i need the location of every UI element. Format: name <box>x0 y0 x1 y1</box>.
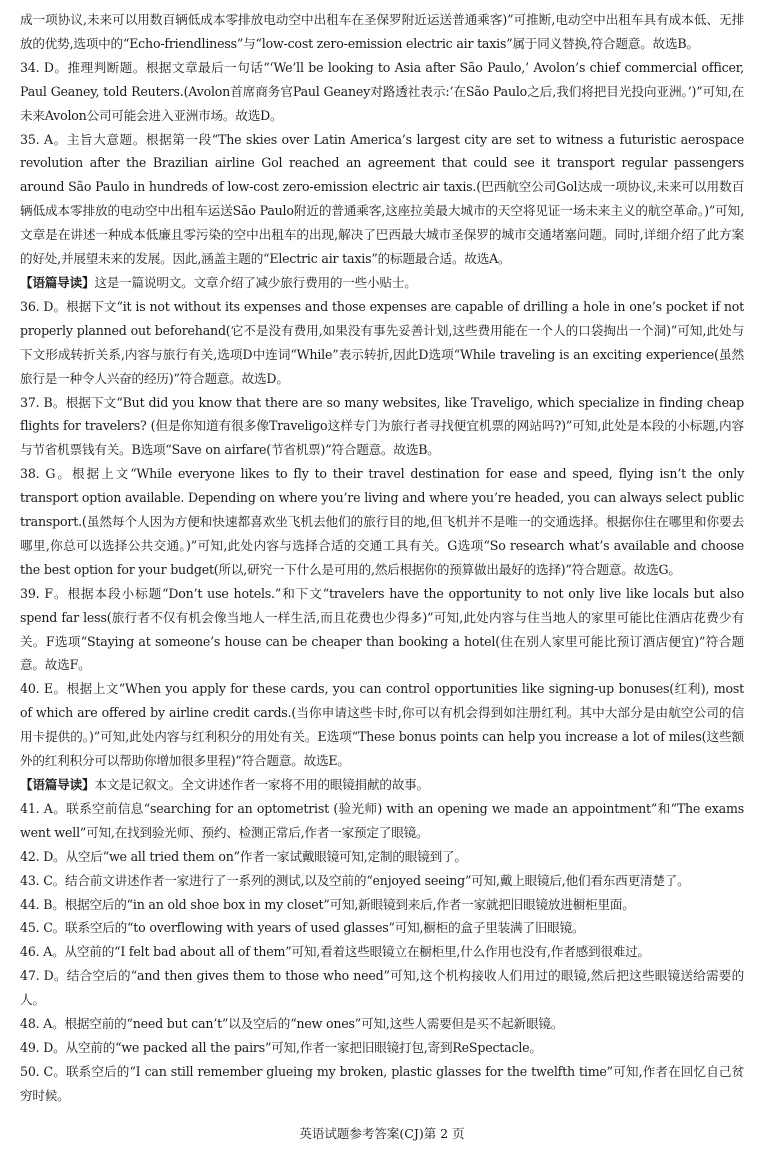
answer-item: 36. D。根据下文“it is not without its expenses and those expenses are capable of drilling a hole in one’s pocket if not properly planned out beforehand(它不是没有费用,如果没有事先妥善计划,这些费用能在一个人的口袋掏出一个洞)”可知,此处与下文形成转折关系,内容与旅行有关,选项D中连词“While”表示转折,因此D选项“While traveling is an exciting experience(虽然旅行是一种令人兴奋的经历)”符合题意。故选D。 <box>20 298 744 386</box>
answer-item: 38. G。根据上文“While everyone likes to fly to their travel destination for ease and speed, flying isn’t the only transport option available. Depending on where you’re living and where you’re headed, you can always select public transport.(虽然每个人因为方便和快速都喜欢坐飞机去他们的旅行目的地,但飞机并不是唯一的交通选择。根据你住在哪里和你要去哪里,你总可以选择公共交通。)”可知,此处内容与选择合适的交通工具有关。G选项“So research what’s available and choose the best option for your budget(所以,研究一下什么是可用的,然后根据你的预算做出最好的选择)”符合题意。故选G。 <box>20 466 744 577</box>
answer-item: 39. F。根据本段小标题“Don’t use hotels.”和下文“travelers have the opportunity to not only live like locals but also spend far less(旅行者不仅有机会像当地人一样生活,而且花费也少得多)”可知,此处内容与住当地人的家里可能比住酒店花费少有关。F选项“Staying at someone’s house can be cheaper than booking a hotel(住在别人家里可能比预订酒店便宜)”符合题意。故选F。 <box>20 585 744 673</box>
answer-item: 47. D。结合空后的“and then gives them to those who need”可知,这个机构接收人们用过的眼镜,然后把这些眼镜送给需要的人。 <box>20 968 744 1008</box>
passage-guide <box>20 271 744 295</box>
answer-continuation: 成一项协议,未来可以用数百辆低成本零排放电动空中出租车在圣保罗附近运送普通乘客)”可推断,电动空中出租车具有成本低、无排放的优势,选项中的“Echo-friendliness”与“low-cost zero-emission electric air taxis”属于同义替换,符合题意。故选B。 <box>20 12 744 51</box>
guide-text: 这是一篇说明文。文章介绍了减少旅行费用的一些小贴士。 <box>94 274 417 290</box>
answer-item: 46. A。从空前的“I felt bad about all of them”可知,看着这些眼镜立在橱柜里,什么作用也没有,作者感到很难过。 <box>20 944 650 960</box>
answer-item: 42. D。从空后“we all tried them on”作者一家试戴眼镜可知,定制的眼镜到了。 <box>20 848 467 864</box>
answer-item: 50. C。联系空后的“I can still remember glueing my broken, plastic glasses for the twelfth time”可知,作者在回忆自己贫穷时候。 <box>20 1063 744 1103</box>
answer-item: 37. B。根据下文“But did you know that there are so many websites, like Traveligo, which specialize in finding cheap flights for travelers? (但是你知道有很多像Traveligo这样专门为旅行者寻找便宜机票的网站吗?)”可知,此处是本段的小标题,内容与节省机票钱有关。B选项“Save on airfare(节省机票)”符合题意。故选B。 <box>20 394 744 458</box>
passage-guide <box>20 773 744 797</box>
answer-item: 49. D。从空前的“we packed all the pairs”可知,作者一家把旧眼镜打包,寄到ReSpectacle。 <box>20 1039 542 1055</box>
answer-item: 43. C。结合前文讲述作者一家进行了一系列的测试,以及空前的“enjoyed seeing”可知,戴上眼镜后,他们看东西更清楚了。 <box>20 872 690 888</box>
answer-list <box>20 8 744 1108</box>
guide-label: 【语篇导读】 <box>20 274 95 290</box>
answer-item: 41. A。联系空前信息“searching for an optometrist (验光师) with an opening we made an appointment”和“The exams went well”可知,在找到验光师、预约、检测正常后,作者一家预定了眼镜。 <box>20 800 744 840</box>
answer-item: 44. B。根据空后的“in an old shoe box in my closet”可知,新眼镜到来后,作者一家就把旧眼镜放进橱柜里面。 <box>20 896 635 912</box>
guide-text: 本文是记叙文。全文讲述作者一家将不用的眼镜捐献的故事。 <box>94 777 430 792</box>
answer-item: 48. A。根据空前的“need but can’t”以及空后的“new ones”可知,这些人需要但是买不起新眼镜。 <box>20 1016 564 1032</box>
answer-item: 34. D。推理判断题。根据文章最后一句话“‘We’ll be looking to Asia after São Paulo,’ Avolon’s chief commercial officer, Paul Geaney, told Reuters.(Avolon首席商务官Paul Geaney对路透社表示:‘在São Paulo之后,我们将把目光投向亚洲。’)”可知,在未来Avolon公司可能会进入亚洲市场。故选D。 <box>20 59 744 123</box>
answer-item: 40. E。根据上文“When you apply for these cards, you can control opportunities like signing-up bonuses(红利), most of which are offered by airline credit cards.(当你申请这些卡时,你可以有机会得到如注册红利。其中大部分是由航空公司的信用卡提供的。)”可知,此处内容与红利积分的用处有关。E选项“These bonus points can help you increase a lot of miles(这些额外的红利积分可以帮助你增加很多里程)”符合题意。故选E。 <box>20 681 744 769</box>
answer-item: 45. C。联系空后的“to overflowing with years of used glasses”可知,橱柜的盒子里装满了旧眼镜。 <box>20 920 585 936</box>
page-footer: 英语试题参考答案(CJ)第 2 页 <box>299 1126 465 1141</box>
guide-label: 【语篇导读】 <box>20 777 95 792</box>
answer-item: 35. A。主旨大意题。根据第一段“The skies over Latin America’s largest city are set to witness a futuristic aerospace revolution after the Brazilian airline Gol reached an agreement that could see it transport regular passengers around São Paulo in hundreds of low-cost zero-emission electric air taxis.(巴西航空公司Gol达成一项协议,未来可以用数百辆低成本零排放的电动空中出租车运送São Paulo附近的普通乘客,这座拉美最大城市的天空将见证一场未来主义的航空革命。)”可知,文章是在讲述一种成本低廉且零污染的空中出租车的出现,解决了巴西最大城市圣保罗的城市交通堵塞问题。同时,详细介绍了此方案的好处,并展望未来的发展。因此,涵盖主题的“Electric air taxis”的标题最合适。故选A。 <box>20 131 744 267</box>
